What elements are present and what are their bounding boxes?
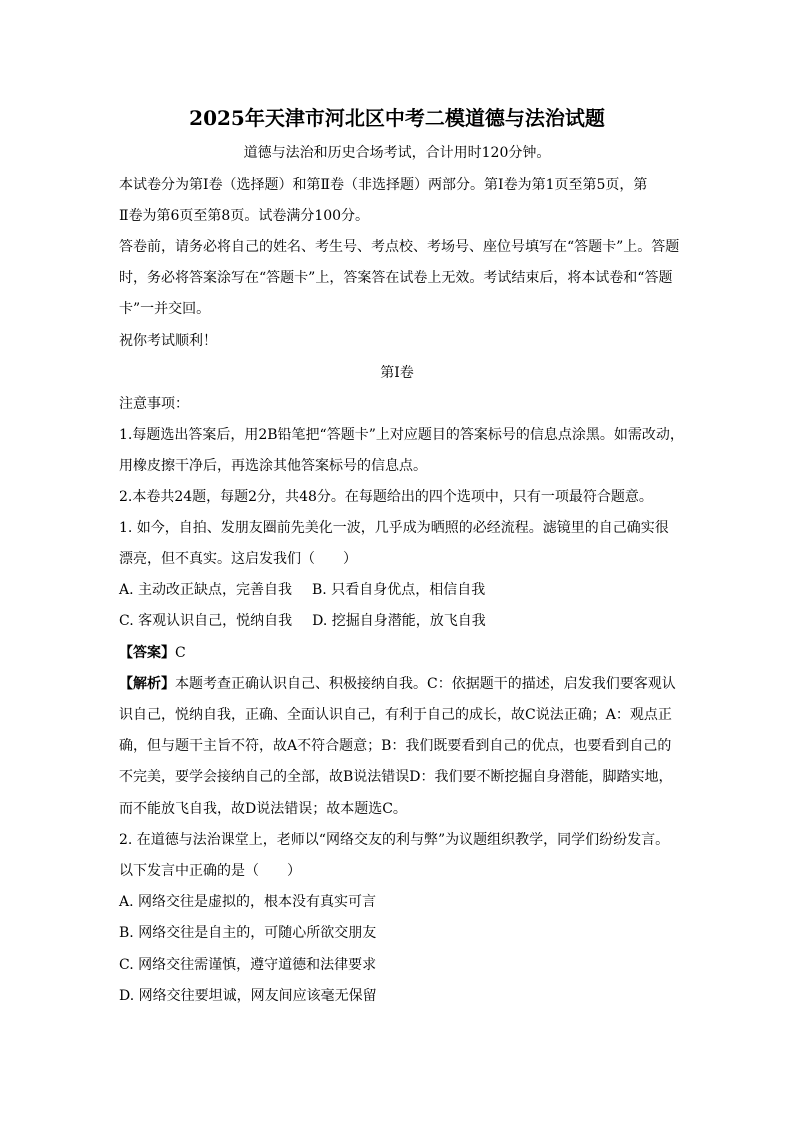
q1-stem-a: 1. 如今，自拍、发朋友圈前先美化一波，几乎成为晒照的必经流程。滤镜里的自己确实很	[119, 520, 669, 536]
q1-analysis-4: 不完美，要学会接纳自己的全部，故B说法错误D：我们要不断挖掘自身潜能，脚踏实地，	[119, 769, 673, 785]
q1-analysis-3: 确，但与题干主旨不符，故A不符合题意；B：我们既要看到自己的优点，也要看到自己的	[119, 738, 672, 754]
q1-option-d: D. 挖掘自身潜能，放飞自我	[312, 613, 486, 629]
page-title: 2025年天津市河北区中考二模道德与法治试题	[189, 106, 605, 130]
q2-stem-a: 2. 在道德与法治课堂上，老师以“网络交友的利与弊”为议题组织教学，同学们纷纷发言。	[119, 832, 670, 848]
notes-item-1b: 用橡皮擦干净后，再选涂其他答案标号的信息点。	[119, 458, 427, 474]
q1-answer	[119, 643, 186, 663]
answer-label: 【答案】	[119, 645, 175, 661]
q1-option-c: C. 客观认识自己，悦纳自我	[119, 613, 293, 629]
q2-stem-b: 以下发言中正确的是（ ）	[119, 863, 301, 879]
q1-analysis-5: 而不能放飞自我，故D说法错误；故本题选C。	[119, 801, 407, 817]
q1-analysis-2: 识自己，悦纳自我，正确、全面认识自己，有利于自己的成长，故C说法正确；A：观点正	[119, 707, 672, 723]
q1-option-a: A. 主动改正缺点，完善自我	[119, 582, 293, 598]
answer-value: C	[175, 645, 186, 661]
intro-line-4: 时，务必将答案涂写在“答题卡”上，答案答在试卷上无效。考试结束后，将本试卷和“答题	[119, 270, 673, 286]
intro-line-2: Ⅱ卷为第6页至第8页。试卷满分100分。	[119, 208, 370, 224]
q1-options-ab	[119, 580, 485, 600]
q1-analysis-1	[119, 674, 676, 694]
intro-line-3: 答卷前，请务必将自己的姓名、考生号、考点校、考场号、座位号填写在“答题卡”上。答题	[119, 239, 680, 255]
notes-item-2: 2.本卷共24题，每题2分，共48分。在每题给出的四个选项中，只有一项最符合题意。	[119, 489, 653, 505]
intro-line-1: 本试卷分为第Ⅰ卷（选择题）和第Ⅱ卷（非选择题）两部分。第Ⅰ卷为第1页至第5页，第	[119, 177, 648, 193]
notes-item-1a: 1.每题选出答案后，用2B铅笔把“答题卡”上对应题目的答案标号的信息点涂黑。如需改动，	[119, 427, 684, 443]
analysis-text-1: 本题考查正确认识自己、积极接纳自我。C：依据题干的描述，启发我们要客观认	[175, 676, 676, 692]
q2-option-b: B. 网络交往是自主的，可随心所欲交朋友	[119, 925, 377, 941]
q1-options-cd	[119, 611, 486, 631]
q1-stem-b: 漂亮，但不真实。这启发我们（ ）	[119, 551, 357, 567]
q2-option-d: D. 网络交往要坦诚，网友间应该毫无保留	[119, 988, 377, 1004]
section-title: 第Ⅰ卷	[380, 365, 414, 381]
intro-line-6: 祝你考试顺利！	[119, 333, 217, 349]
page-subtitle: 道德与法治和历史合场考试，合计用时120分钟。	[243, 145, 551, 161]
q1-option-b: B. 只看自身优点，相信自我	[312, 582, 486, 598]
analysis-label: 【解析】	[119, 676, 175, 692]
notes-heading: 注意事项：	[119, 396, 189, 412]
q2-option-c: C. 网络交往需谨慎，遵守道德和法律要求	[119, 957, 377, 973]
intro-line-5: 卡”一并交回。	[119, 301, 211, 317]
q2-option-a: A. 网络交往是虚拟的，根本没有真实可言	[119, 894, 377, 910]
